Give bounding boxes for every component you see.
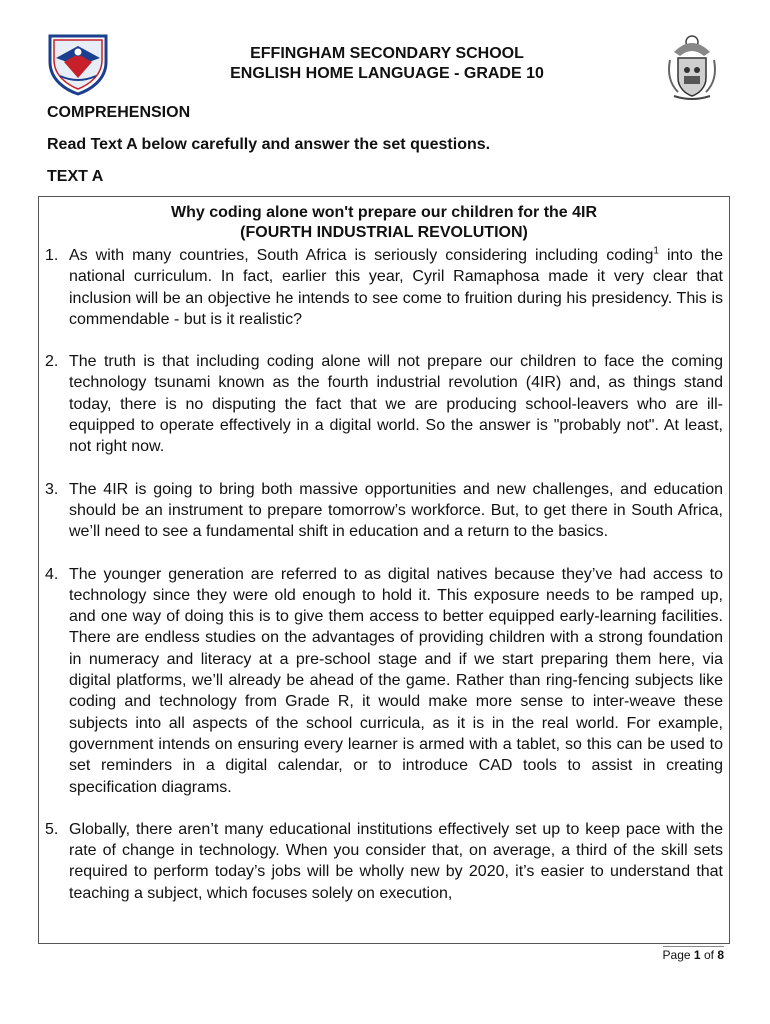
page-footer	[663, 946, 724, 962]
paragraph-text: Globally, there aren’t many educational institutions effectively set up to keep pace with the rate of change in technology. When you consider that, on average, a third of the skill sets required to perform today’s jobs will be wholly new by 2020, it’s easier to understand that teaching a subject, which focuses solely on execution,	[69, 820, 723, 902]
paragraph-number: 3.	[45, 480, 59, 498]
section-label: COMPREHENSION	[47, 104, 191, 121]
article-box	[38, 196, 730, 944]
paragraph-3	[39, 479, 729, 543]
current-page: 1	[693, 948, 701, 962]
article-title	[39, 203, 729, 243]
document-header	[0, 44, 770, 84]
paragraph-text: The younger generation are referred to as digital natives because they’ve had access to technology since they were old enough to hold it. This exposure needs to be ramped up, and one way of doing this is to give them access to better equipped early-learning facilities. There are endless studies on the advantages of providing children with a strong foundation in numeracy and literacy at a pre-school stage and if we start preparing them here, via digital platforms, we’ll already be ahead of the game. Rather than ring-fencing subjects like coding and technology from Grade R, it would make more sense to inter-weave these subjects into all aspects of the school curricula, as it is in the real world. For example, government intends on ensuring every learner is armed with a tablet, so this can be used to set reminders in a digital calendar, or to introduce CAD tools to assist in creating specification diagrams.	[69, 565, 723, 796]
paragraph-2	[39, 351, 729, 457]
school-name: EFFINGHAM SECONDARY SCHOOL	[250, 45, 524, 62]
paragraph-text: into the national curriculum. In fact, earlier this year, Cyril Ramaphosa made it very clear that inclusion will be an objective he intends to see come to fruition during his presidency. This is commendable - but is it realistic?	[69, 247, 723, 328]
paragraph-1	[39, 245, 729, 330]
paragraph-number: 2.	[45, 353, 59, 371]
paragraph-text: The truth is that including coding alone will not prepare our children to face the coming technology tsunami known as the fourth industrial revolution (4IR) and, as things stand today, there is no disputing the fact that we are producing school-leavers who are ill-equipped to operate effectively in a digital world. So the answer is "probably not". At least, not right now.	[69, 353, 723, 456]
paragraph-text: As with many countries, South Africa is seriously considering including coding	[69, 247, 654, 264]
text-label: TEXT A	[47, 168, 104, 185]
paragraph-text: The 4IR is going to bring both massive opportunities and new challenges, and education should be an instrument to prepare tomorrow’s workforce. But, to get there in South Africa, we’ll need to see a fundamental shift in education and a return to the basics.	[69, 480, 723, 541]
paragraph-number: 4.	[45, 565, 59, 583]
total-pages: 8	[717, 948, 724, 962]
footnote-marker: 1	[653, 245, 659, 257]
article-title-main: Why coding alone won't prepare our children for the 4IR	[170, 204, 598, 221]
of-word: of	[703, 948, 714, 962]
paragraph-5	[39, 819, 729, 904]
subject-title: ENGLISH HOME LANGUAGE - GRADE 10	[230, 65, 544, 82]
instruction-text: Read Text A below carefully and answer the set questions.	[47, 136, 491, 153]
paragraph-number: 5.	[45, 820, 59, 838]
article-subtitle: (FOURTH INDUSTRIAL REVOLUTION)	[240, 224, 528, 241]
page-word: Page	[662, 948, 691, 962]
paragraph-list	[39, 245, 729, 904]
paragraph-4	[39, 564, 729, 798]
paragraph-number: 1.	[45, 247, 59, 264]
